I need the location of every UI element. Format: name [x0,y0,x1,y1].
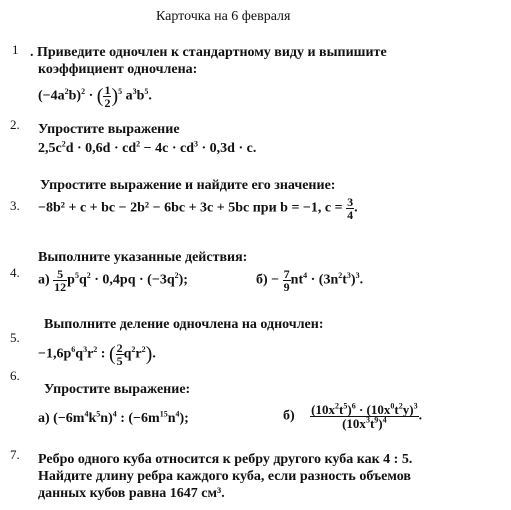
task-5-instruction: Выполните деление одночлена на одночлен: [44,317,324,332]
task-5-number: 5. [10,330,20,345]
task-6-number: 6. [10,368,20,383]
task-4-instruction: Выполните указанные действия: [38,250,248,265]
task-5-expression: $-1,6p^6q^3r^2$ : ( $\frac{2}{5}$ $q^2r^2$). [38,341,156,368]
task-1-number: 1 [12,42,19,57]
task-3-expression-text: −8b² + c + bc − 2b² − 6bc + 3c + 5bc при b = −1, c = [38,200,343,216]
task-6-part-a: а) $(-6m^4k^5n)^4$ : $(-6m^{15}n^4)$; [38,409,189,426]
task-2-instruction: Упростите выражение [38,122,180,137]
task-2-number: 2. [10,117,20,132]
task-7-number: 7. [10,447,20,462]
task-6-instruction: Упростите выражение: [44,382,191,397]
task-7-line-2: Найдите длину ребра каждого куба, если разность объемов [38,469,411,484]
task-6-part-b: б) $\frac{(10x^2t^5)^6 \cdot (10x^0t^2y)^3}{(10x^3t^9)^4}$ . [283,401,423,431]
task-4-part-b: б) − $\frac{7}{9}$ $nt^4 \cdot (3n^2t^3)^3$. [256,267,364,294]
card-title: Карточка на 6 февраля [156,9,291,24]
task-3-instruction: Упростите выражение и найдите его значение: [40,178,336,193]
task-1-instruction-2: коэффициент одночлена: [38,62,198,77]
task-7-line-3: данных кубов равна 1647 см³. [38,486,225,501]
task-2-expression: $2,5c^2d \cdot 0,6d \cdot cd^2 - 4c \cdot cd^3 \cdot 0,3d \cdot c$. [38,139,257,156]
task-3-expression: −8b² + c + bc − 2b² − 6bc + 3c + 5bc при b = −1, c = $\frac{3}{4}$ . [38,195,358,222]
task-3-number: 3. [10,198,20,213]
task-1-expression: $(-4a^2b)^2$ · ( $\frac{1}{2}$ )$^5$ $a^3b^5$. [38,83,152,110]
task-4-part-a: а) $\frac{5}{12}$ $p^5q^2 \cdot 0,4pq \cdot (-3q^2)$; [38,267,188,294]
task-4-number: 4. [10,265,20,280]
task-7-line-1: Ребро одного куба относится к ребру другого куба как 4 : 5. [38,452,413,467]
task-1-instruction: . Приведите одночлен к стандартному виду и выпишите [30,45,387,60]
